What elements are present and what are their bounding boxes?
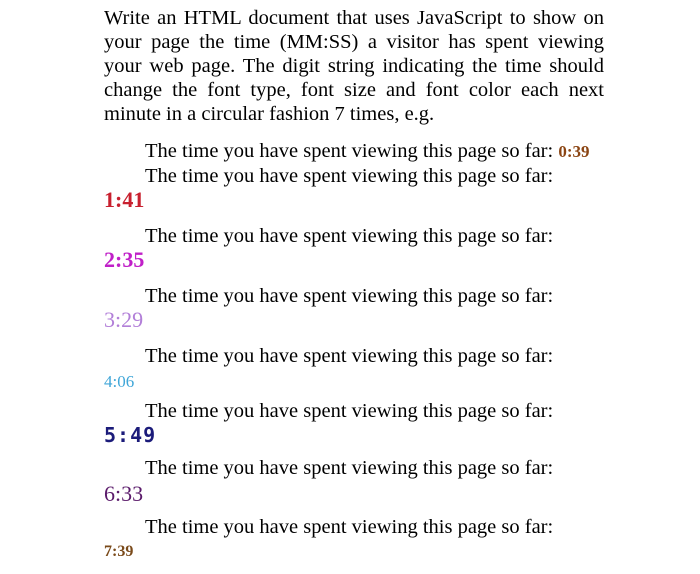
example-time: 0:39 xyxy=(558,142,590,161)
example-prefix: The time you have spent viewing this page so far: xyxy=(145,140,554,162)
example-prefix: The time you have spent viewing this page so far: xyxy=(145,345,554,367)
example-prefix: The time you have spent viewing this page so far: xyxy=(145,400,554,422)
example-time: 1:41 xyxy=(104,187,145,212)
example-time: 5:49 xyxy=(104,423,157,447)
example-time: 4:06 xyxy=(104,372,135,391)
example-line xyxy=(145,139,590,164)
task-description: Write an HTML document that uses JavaScript to show on your page the time (MM:SS) a visitor has spent viewing your web page. The digit string indicating the time should change the font type, font size and font color each next minute in a circular fashion 7 times, e.g. xyxy=(104,7,604,125)
example-time: 7:39 xyxy=(104,543,134,560)
example-prefix: The time you have spent viewing this page so far: xyxy=(145,165,554,187)
example-time: 2:35 xyxy=(104,247,145,272)
example-time: 3:29 xyxy=(104,307,144,332)
example-prefix: The time you have spent viewing this page so far: xyxy=(145,457,554,479)
example-prefix: The time you have spent viewing this page so far: xyxy=(145,516,554,538)
example-time: 6:33 xyxy=(104,481,144,506)
example-prefix: The time you have spent viewing this page so far: xyxy=(145,285,554,307)
example-prefix: The time you have spent viewing this page so far: xyxy=(145,225,554,247)
